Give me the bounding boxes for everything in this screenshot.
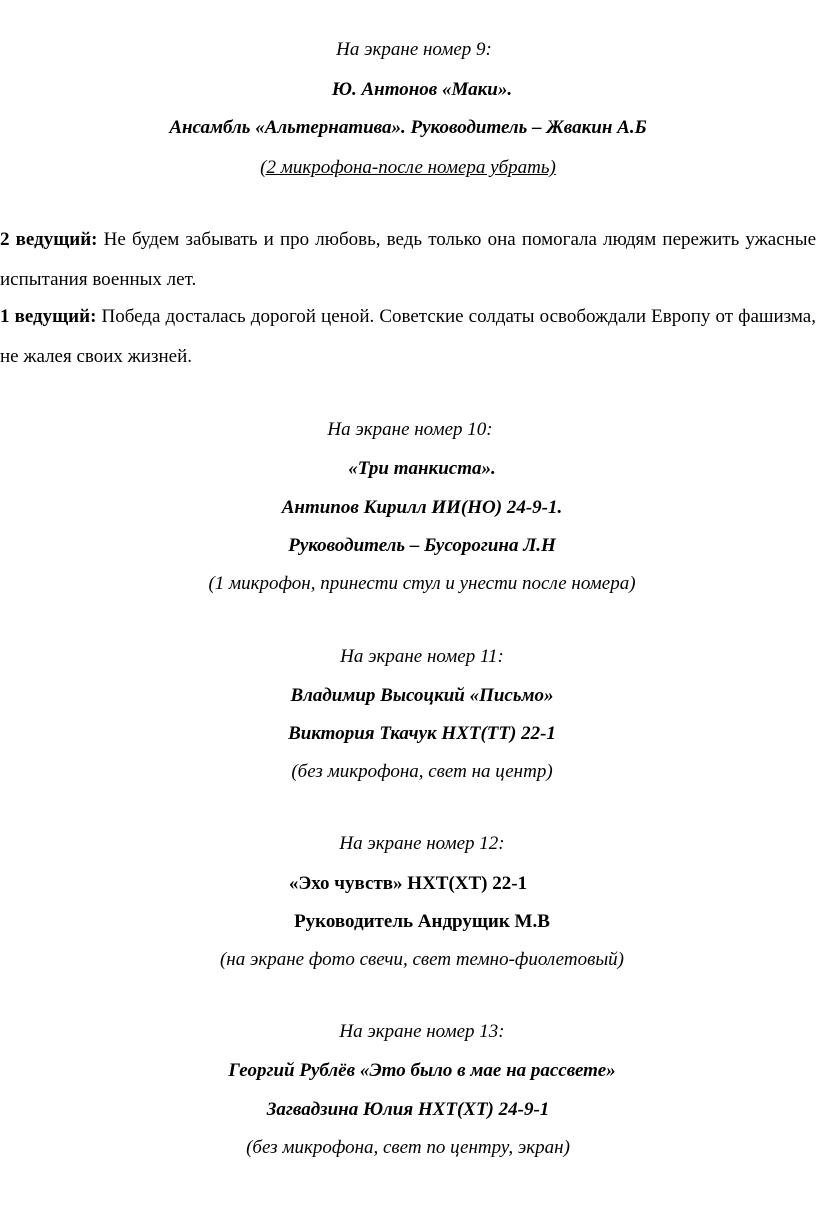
- block9-title: Ю. Антонов «Маки».: [331, 79, 513, 100]
- block11-note: (без микрофона, свет на центр): [291, 761, 553, 782]
- block11-heading: На экране номер 11:: [340, 646, 504, 667]
- block9-heading: На экране номер 9:: [336, 39, 492, 60]
- speaker-label: 2 ведущий:: [0, 229, 98, 250]
- block12-leader: Руководитель Андрущик М.В: [294, 911, 550, 932]
- block10-performer: Антипов Кирилл ИИ(НО) 24-9-1.: [281, 497, 563, 518]
- dialogue-host2: [0, 220, 816, 300]
- block10-note: (1 микрофон, принести стул и унести после номера): [208, 573, 636, 594]
- block12-note: (на экране фото свечи, свет темно-фиолетовый): [219, 949, 625, 970]
- block13-performer: Загвадзина Юлия НХТ(ХТ) 24-9-1: [266, 1099, 550, 1120]
- block12-title: «Эхо чувств» НХТ(ХТ) 22-1: [288, 873, 528, 894]
- block11-performer: Виктория Ткачук НХТ(ТТ) 22-1: [288, 723, 556, 744]
- speaker-text: Не будем забывать и про любовь, ведь только она помогала людям пережить ужасные испытания военных лет.: [0, 229, 816, 290]
- block10-heading: На экране номер 10:: [327, 419, 493, 440]
- block12-heading: На экране номер 12:: [339, 833, 505, 854]
- speaker-text: Победа досталась дорогой ценой. Советские солдаты освобождали Европу от фашизма, не жалея своих жизней.: [0, 306, 816, 367]
- block9-note: (2 микрофона-после номера убрать): [260, 157, 556, 178]
- block13-heading: На экране номер 13:: [339, 1021, 505, 1042]
- block13-note: (без микрофона, свет по центру, экран): [246, 1137, 570, 1158]
- block13-title: Георгий Рублёв «Это было в мае на рассвете»: [228, 1060, 616, 1081]
- block11-title: Владимир Высоцкий «Письмо»: [290, 685, 554, 706]
- block9-performer: Ансамбль «Альтернатива». Руководитель – Жвакин А.Б: [169, 117, 647, 138]
- block10-title: «Три танкиста».: [348, 458, 496, 479]
- block10-leader: Руководитель – Бусорогина Л.Н: [288, 535, 556, 556]
- dialogue-host1: [0, 297, 816, 377]
- speaker-label: 1 ведущий:: [0, 306, 97, 327]
